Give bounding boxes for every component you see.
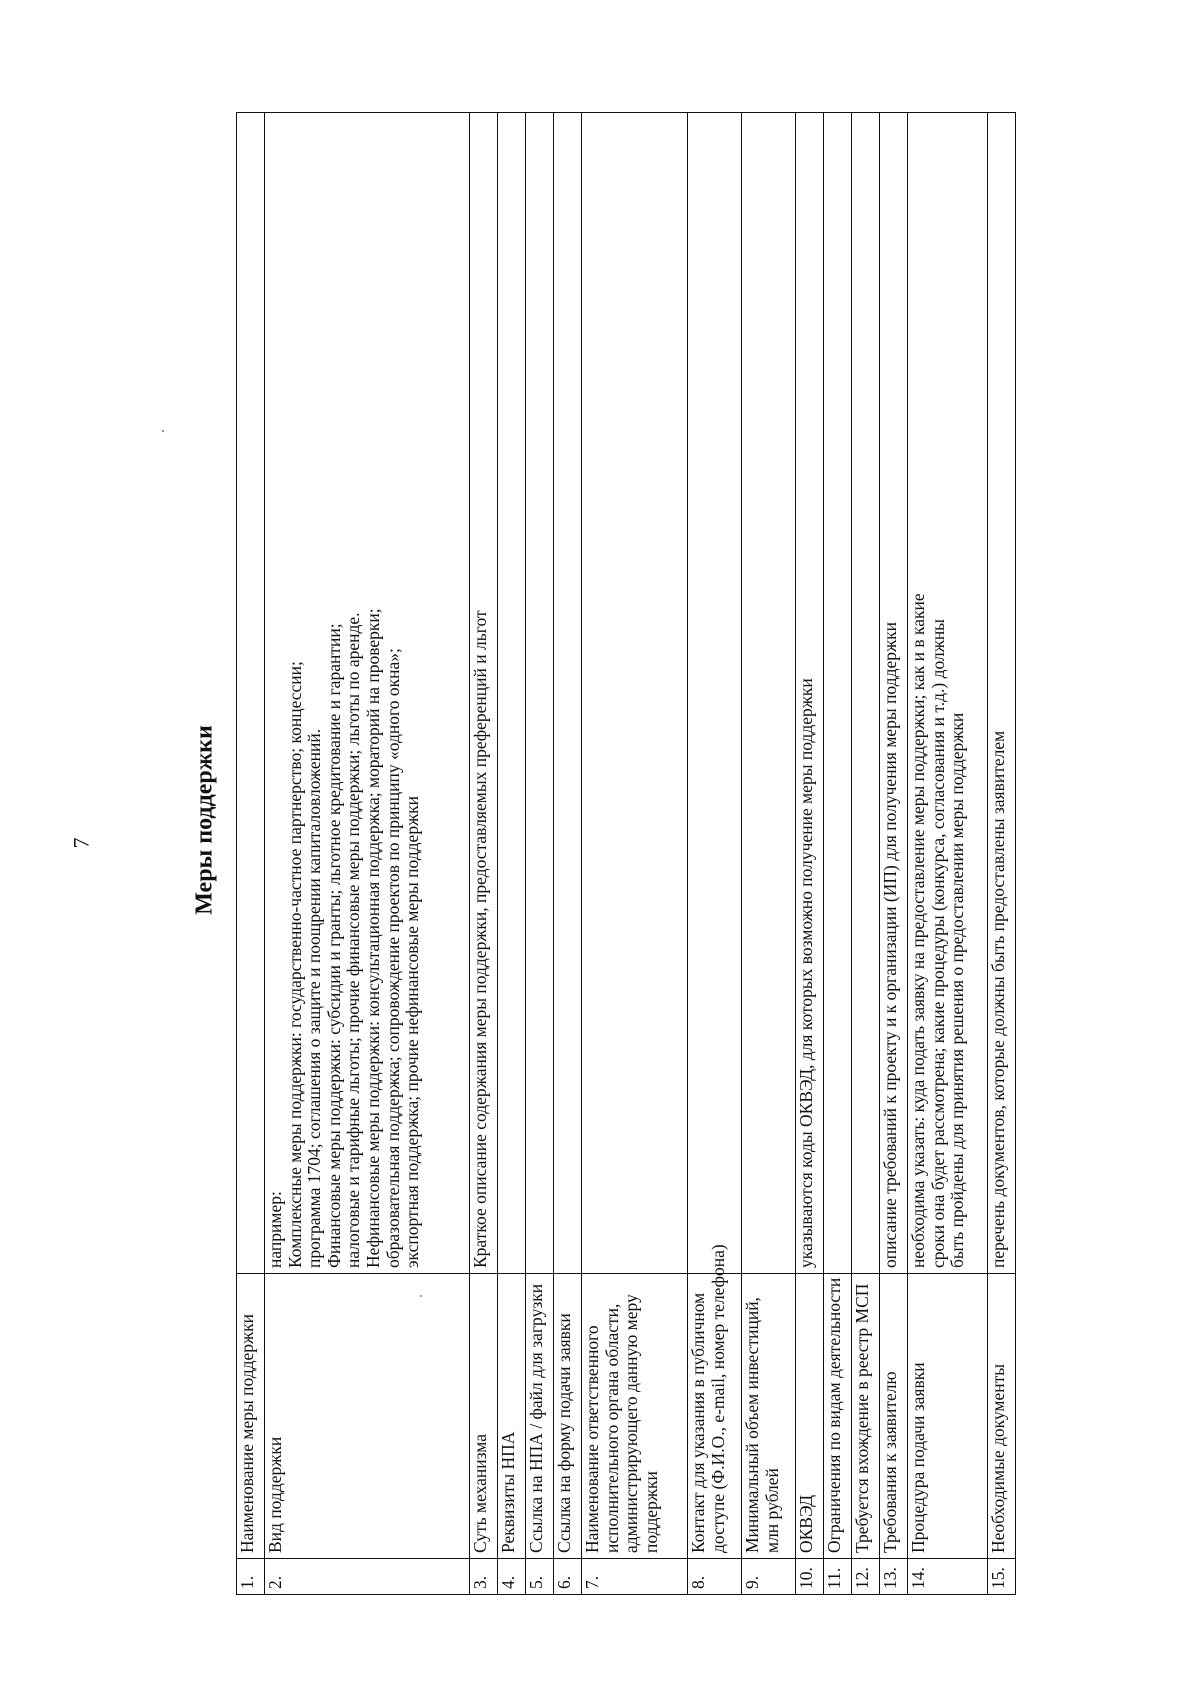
field-name-cell [526,1274,554,1559]
table-row [554,113,582,1595]
field-name-cell [796,1274,824,1559]
field-name-line: доступе (Ф.И.О., e-mail, номер телефона) [707,1244,728,1553]
field-description-cell [908,113,988,1274]
table-row [526,113,554,1595]
field-description-line: Нефинансовые меры поддержки: консультационная поддержка; мораторий на проверки; [362,608,383,1268]
row-number: 11. [824,1559,852,1595]
field-name-line: Контакт для указания в публичном [688,1292,708,1553]
field-name-line: Реквизиты НПА [498,1431,518,1553]
field-description-line: образовательная поддержка; сопровождение проектов по принципу «одного окна»; [382,648,403,1268]
row-number: 4. [498,1559,526,1595]
field-description-line: экспортная поддержка; прочие нефинансовые меры поддержки [402,795,423,1268]
table-row [880,113,908,1595]
field-description-line: указываются коды ОКВЭД, для которых возможно получение меры поддержки [796,678,816,1268]
field-name-line: Наименование ответственного [582,1325,602,1553]
field-name-cell [988,1274,1016,1559]
table-row [908,113,988,1595]
table-row [498,113,526,1595]
table-row [470,113,498,1595]
field-description-cell [582,113,688,1274]
field-description-line: сроки она будет рассмотрена; какие процедуры (конкурса, согласования и т.д.) должны [927,619,948,1268]
field-description-cell [526,113,554,1274]
field-name-line: Необходимые документы [988,1363,1008,1553]
field-name-line: млн рублей [761,1468,782,1553]
field-name-line: поддержки [640,1471,661,1553]
field-name-line: Требования к заявителю [880,1371,900,1553]
field-description-line: Комплексные меры поддержки: государственно-частное партнерство; концессии; [284,661,305,1268]
field-name-cell [554,1274,582,1559]
field-name-line: Требуется вхождение в реестр МСП [852,1283,872,1553]
row-number: 8. [688,1559,742,1595]
field-name-line: Наименование меры поддержки [237,1313,257,1553]
row-number: 3. [470,1559,498,1595]
row-number: 12. [852,1559,880,1595]
field-description-cell [470,113,498,1274]
row-number: 2. [265,1559,470,1595]
field-name-cell [908,1274,988,1559]
table-row [582,113,688,1595]
field-description-line: Краткое описание содержания меры поддержки, предоставляемых преференций и льгот [470,610,490,1268]
table-body [237,113,1016,1595]
field-description-cell [742,113,796,1274]
table-row [796,113,824,1595]
row-number: 7. [582,1559,688,1595]
row-number: 9. [742,1559,796,1595]
support-measures-table [236,112,1016,1595]
field-description-line: Финансовые меры поддержки: субсидии и гранты; льготное кредитование и гарантии; [323,623,344,1268]
field-name-line: администрирующего данную меру [621,1294,642,1553]
field-name-cell [265,1274,470,1559]
table-row [742,113,796,1595]
document-title: Меры поддержки [191,725,218,915]
row-number: 14. [908,1559,988,1595]
field-description-cell [265,113,470,1274]
field-name-line: Ссылка на форму подачи заявки [554,1313,574,1553]
field-name-cell [742,1274,796,1559]
table-row [688,113,742,1595]
field-description-cell [554,113,582,1274]
field-name-cell [237,1274,265,1559]
field-name-cell [880,1274,908,1559]
table-row [265,113,470,1595]
field-description-line: налоговые и тарифные льготы; прочие финансовые меры поддержки; льготы по аренде. [343,612,364,1268]
field-description-cell [498,113,526,1274]
row-number: 10. [796,1559,824,1595]
field-description-cell [237,113,265,1274]
field-name-line: Суть механизма [470,1433,490,1553]
scan-speck [162,430,164,432]
field-name-cell [582,1274,688,1559]
field-name-cell [688,1244,742,1559]
field-name-cell [824,1274,852,1559]
table-row [824,113,852,1595]
field-name-line: Минимальный объем инвестиций, [742,1297,762,1553]
field-name-line: ОКВЭД [796,1494,816,1553]
field-name-line: Ссылка на НПА / файл для загрузки [526,1283,546,1553]
table-row [852,113,880,1595]
page-number: 7 [68,837,94,849]
table-row [237,113,265,1595]
field-description-line: перечень документов, которые должны быть предоставлены заявителем [988,730,1008,1268]
field-name-line: Процедура подачи заявки [908,1362,928,1553]
field-description-cell [880,113,908,1274]
rotated-table-container [236,112,1046,1595]
field-description-line: быть пройдены для принятия решения о предоставлении меры поддержки [947,712,968,1268]
field-name-cell [470,1274,498,1559]
row-number: 13. [880,1559,908,1595]
field-description-line: например: [265,1191,285,1268]
table-row [988,113,1016,1595]
field-description-line: необходима указать: куда подать заявку на предоставление меры поддержки; как и в какие [908,593,928,1268]
row-number: 6. [554,1559,582,1595]
field-description-cell [796,113,824,1274]
field-name-cell [852,1274,880,1559]
field-description-line: программа 1704; соглашения о защите и поощрении капиталовложений. [304,728,325,1268]
row-number: 5. [526,1559,554,1595]
field-description-cell [824,113,852,1274]
field-description-cell [988,113,1016,1274]
field-description-cell [852,113,880,1274]
field-name-line: исполнительного органа области, [601,1303,622,1553]
field-name-line: Ограничения по видам деятельности [824,1277,844,1553]
row-number: 1. [237,1559,265,1595]
field-description-cell [688,113,742,1274]
field-description-line: описание требований к проекту и к организации (ИП) для получения меры поддержки [880,622,900,1268]
field-name-line: Вид поддержки [265,1436,285,1553]
field-name-cell [498,1274,526,1559]
row-number: 15. [988,1559,1016,1595]
